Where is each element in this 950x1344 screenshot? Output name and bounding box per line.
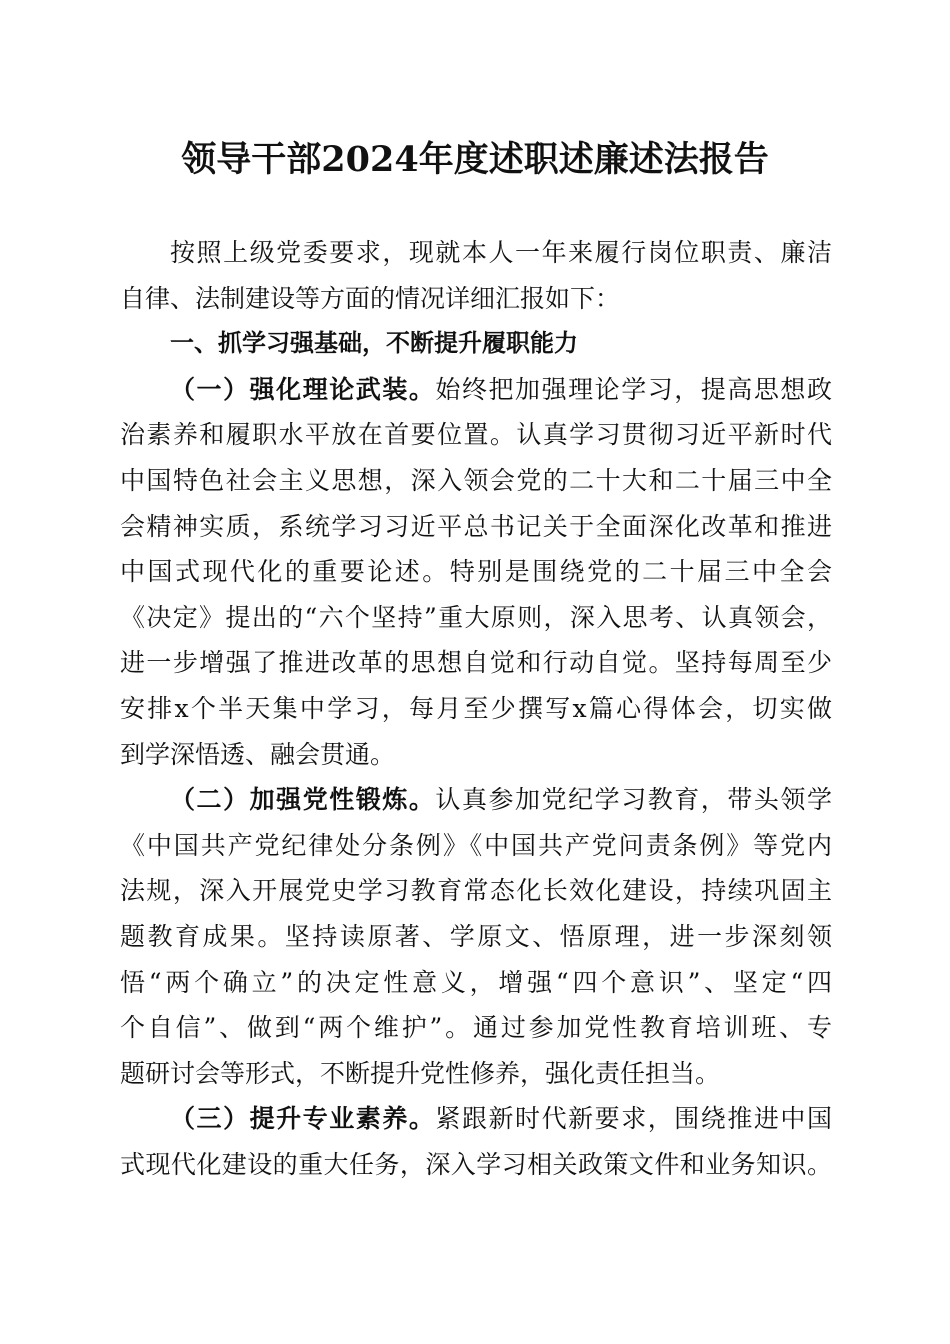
section-heading xyxy=(120,321,832,367)
text-line xyxy=(120,504,832,550)
text-line xyxy=(120,412,832,458)
line-text: 《决定》提出的“六个坚持”重大原则，深入思考、认真领会， xyxy=(120,602,832,632)
text-line xyxy=(120,367,832,413)
line-text: 会精神实质，系统学习习近平总书记关于全面深化改革和推进 xyxy=(120,511,832,541)
text-line xyxy=(120,777,832,823)
line-text: 认真参加党纪学习教育，带头领学 xyxy=(435,785,832,815)
text-line xyxy=(120,1142,832,1188)
text-line xyxy=(120,595,832,641)
line-text: 始终把加强理论学习，提高思想政 xyxy=(435,374,832,404)
text-line xyxy=(120,1005,832,1051)
subsection-heading: （三）提升专业素养。 xyxy=(170,1104,436,1134)
line-text: 紧跟新时代新要求，围绕推进中国 xyxy=(435,1104,832,1134)
text-line xyxy=(120,868,832,914)
text-line xyxy=(120,230,832,276)
line-text: 《中国共产党纪律处分条例》《中国共产党问责条例》等党内 xyxy=(120,830,832,860)
text-line xyxy=(120,686,832,732)
line-text: 题教育成果。坚持读原著、学原文、悟原理，进一步深刻领 xyxy=(120,921,832,951)
text-line xyxy=(120,732,832,778)
text-line xyxy=(120,960,832,1006)
line-text: 一、抓学习强基础，不断提升履职能力 xyxy=(170,329,578,358)
line-text: 自律、法制建设等方面的情况详细汇报如下： xyxy=(120,283,621,313)
line-text: 悟“两个确立”的决定性意义，增强“四个意识”、坚定“四 xyxy=(120,967,832,997)
text-line xyxy=(120,640,832,686)
text-line xyxy=(120,914,832,960)
line-text: 安排x个半天集中学习，每月至少撰写x篇心得体会，切实做 xyxy=(120,693,832,723)
subsection-heading: （二）加强党性锻炼。 xyxy=(170,785,436,815)
subsection-heading: （一）强化理论武装。 xyxy=(170,374,436,404)
text-line xyxy=(120,823,832,869)
text-line xyxy=(120,549,832,595)
text-line xyxy=(120,1051,832,1097)
line-text: 按照上级党委要求，现就本人一年来履行岗位职责、廉洁 xyxy=(170,238,832,267)
text-line xyxy=(120,458,832,504)
text-line xyxy=(120,276,832,322)
line-text: 到学深悟透、融会贯通。 xyxy=(120,739,396,769)
line-text: 中国特色社会主义思想，深入领会党的二十大和二十届三中全 xyxy=(120,465,832,495)
line-text: 治素养和履职水平放在首要位置。认真学习贯彻习近平新时代 xyxy=(120,420,832,450)
text-line xyxy=(120,1096,832,1142)
document-body xyxy=(120,230,832,1187)
line-text: 中国式现代化的重要论述。特别是围绕党的二十届三中全会 xyxy=(120,557,832,587)
line-text: 个自信”、做到“两个维护”。通过参加党性教育培训班、专 xyxy=(120,1013,832,1043)
line-text: 进一步增强了推进改革的思想自觉和行动自觉。坚持每周至少 xyxy=(120,648,832,678)
line-text: 式现代化建设的重大任务，深入学习相关政策文件和业务知识。 xyxy=(120,1149,832,1179)
line-text: 法规，深入开展党史学习教育常态化长效化建设，持续巩固主 xyxy=(120,876,832,906)
document-title: 领导干部2024年度述职述廉述法报告 xyxy=(181,139,769,180)
line-text: 题研讨会等形式，不断提升党性修养，强化责任担当。 xyxy=(120,1058,721,1088)
